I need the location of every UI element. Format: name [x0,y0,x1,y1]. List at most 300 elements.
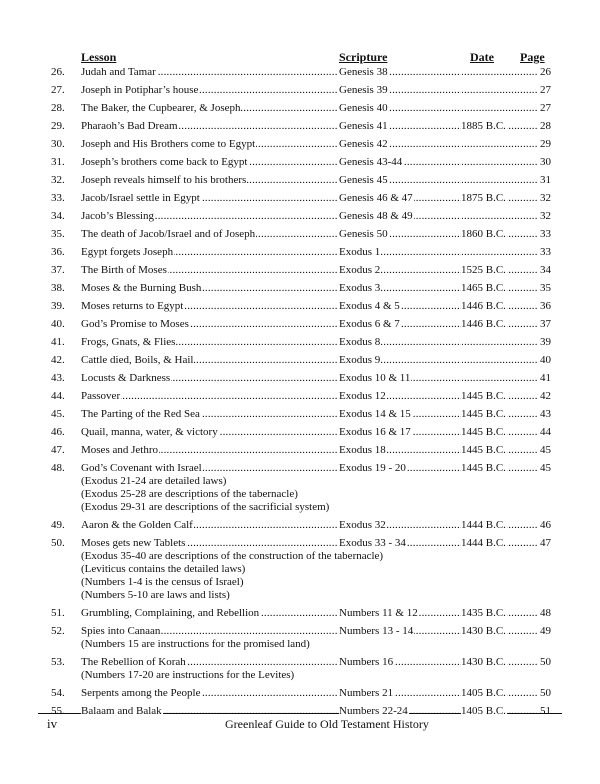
page-number: 44 [537,426,551,439]
date-value: 1465 B.C. [461,282,506,294]
lesson-number: 35. [51,228,65,240]
page-number: 42 [537,390,551,403]
date-value [461,156,462,168]
page-number: 32 [537,210,551,223]
date-cell [461,156,537,169]
scripture-reference: Exodus 19 - 20 [339,462,406,474]
date-cell [461,246,537,259]
date-value [461,174,462,186]
scripture-cell [339,192,461,205]
lesson-title-cell [81,519,338,532]
scripture-cell [339,607,461,620]
page-number: 45 [537,444,551,457]
lesson-title-cell [81,138,338,151]
lesson-title-cell [81,318,338,331]
page-number: 40 [537,354,551,367]
scripture-reference: Genesis 45 [339,174,388,186]
table-row-main-line [0,66,600,79]
date-cell [461,519,537,532]
page-number: 28 [537,120,551,133]
scripture-cell [339,687,461,700]
page-number: 48 [537,607,551,620]
lesson-title: Moses gets new Tablets [81,537,186,549]
page-number: 33 [537,246,551,259]
table-row [0,607,600,620]
page-number: 41 [537,372,551,385]
scripture-cell [339,705,461,718]
row-note: (Exodus 25-28 are descriptions of the tabernacle) [81,488,298,500]
date-cell [461,625,537,638]
table-header [0,50,600,66]
page-number: 43 [537,408,551,421]
date-value: 1445 B.C. [461,426,506,438]
page-number: 27 [537,102,551,115]
lesson-title: Locusts & Darkness [81,372,171,384]
lesson-number: 33. [51,192,65,204]
date-value: 1444 B.C. [461,537,506,549]
lesson-number: 32. [51,174,65,186]
lesson-title: Quail, manna, water, & victory [81,426,218,438]
lesson-title-cell [81,192,338,205]
scripture-cell [339,264,461,277]
table-row [0,120,600,133]
scripture-cell [339,66,461,79]
scripture-reference: Exodus 18 [339,444,386,456]
lesson-table [0,66,600,723]
date-cell [461,462,537,475]
lesson-title-cell [81,210,338,223]
lesson-title-cell [81,102,338,115]
lesson-title: Spies into Canaan [81,625,161,637]
lesson-title: Balaam and Balak [81,705,162,717]
table-row [0,462,600,514]
table-row [0,687,600,700]
lesson-title: The death of Jacob/Israel and of Joseph [81,228,256,240]
scripture-cell [339,84,461,97]
scripture-reference: Exodus 9 [339,354,381,366]
scripture-reference: Genesis 41 [339,120,388,132]
scripture-cell [339,336,461,349]
lesson-number: 44. [51,390,65,402]
table-row-main-line [0,318,600,331]
scripture-cell [339,426,461,439]
lesson-title-cell [81,120,338,133]
page-number: 49 [537,625,551,638]
scripture-cell [339,246,461,259]
scripture-reference: Genesis 48 & 49 [339,210,413,222]
date-cell [461,372,537,385]
scripture-cell [339,282,461,295]
scripture-reference: Numbers 22-24 [339,705,408,717]
scripture-cell [339,408,461,421]
page-number: 37 [537,318,551,331]
row-note: (Numbers 5-10 are laws and lists) [81,589,230,601]
table-row-main-line [0,462,600,475]
lesson-title: Aaron & the Golden Calf [81,519,193,531]
page-number: 34 [537,264,551,277]
date-cell [461,444,537,457]
date-value: 1860 B.C. [461,228,506,240]
lesson-title: Jacob/Israel settle in Egypt [81,192,200,204]
lesson-title-cell [81,656,338,669]
lesson-title: Moses & the Burning Bush [81,282,202,294]
lesson-number: 46. [51,426,65,438]
table-row [0,156,600,169]
scripture-reference: Numbers 21 [339,687,394,699]
date-cell [461,192,537,205]
lesson-number: 27. [51,84,65,96]
scripture-reference: Genesis 38 [339,66,388,78]
date-cell [461,120,537,133]
table-row [0,336,600,349]
page-number: 33 [537,228,551,241]
table-row [0,210,600,223]
scripture-reference: Numbers 13 - 14 [339,625,414,637]
scripture-cell [339,102,461,115]
lesson-title: Moses and Jethro [81,444,158,456]
lesson-title: Joseph in Potiphar’s house [81,84,199,96]
date-value [461,354,462,366]
scripture-reference: Exodus 16 & 17 [339,426,411,438]
scripture-reference: Exodus 33 - 34 [339,537,406,549]
table-row-main-line [0,138,600,151]
header-scripture: Scripture [339,50,388,64]
header-date: Date [470,50,494,64]
date-cell [461,318,537,331]
lesson-title-cell [81,390,338,403]
table-row [0,519,600,532]
date-cell [461,210,537,223]
lesson-number: 41. [51,336,65,348]
date-cell [461,84,537,97]
scripture-reference: Genesis 40 [339,102,388,114]
date-cell [461,264,537,277]
scripture-cell [339,156,461,169]
row-note: (Numbers 1-4 is the census of Israel) [81,576,244,588]
lesson-title: Passover [81,390,121,402]
table-row [0,192,600,205]
lesson-title: Frogs, Gnats, & Flies [81,336,176,348]
scripture-cell [339,372,461,385]
table-row-main-line [0,84,600,97]
table-row-main-line [0,210,600,223]
scripture-cell [339,537,461,550]
date-cell [461,336,537,349]
table-row-main-line [0,408,600,421]
table-row [0,228,600,241]
date-value [461,336,462,348]
date-value: 1446 B.C. [461,300,506,312]
lesson-title: Joseph’s brothers come back to Egypt [81,156,248,168]
date-cell [461,66,537,79]
table-row-main-line [0,687,600,700]
table-row-main-line [0,625,600,638]
date-cell [461,300,537,313]
table-row-main-line [0,537,600,550]
row-note: (Numbers 17-20 are instructions for the Levites) [81,669,295,681]
lesson-title-cell [81,228,338,241]
table-row [0,408,600,421]
table-row [0,174,600,187]
lesson-title-cell [81,537,338,550]
lesson-title-cell [81,372,338,385]
date-value: 1445 B.C. [461,408,506,420]
lesson-title: The Birth of Moses [81,264,167,276]
footer-page-number: iv [47,716,58,731]
date-value: 1405 B.C. [461,687,506,699]
scripture-cell [339,210,461,223]
lesson-number: 34. [51,210,65,222]
scripture-reference: Exodus 3 [339,282,381,294]
page-number: 36 [537,300,551,313]
date-cell [461,390,537,403]
date-value: 1444 B.C. [461,519,506,531]
table-row-main-line [0,120,600,133]
table-row [0,282,600,295]
lesson-number: 30. [51,138,65,150]
lesson-title-cell [81,156,338,169]
lesson-title: Judah and Tamar [81,66,156,78]
date-value [461,138,462,150]
header-page: Page [520,50,545,64]
lesson-number: 40. [51,318,65,330]
date-cell [461,282,537,295]
scripture-cell [339,174,461,187]
lesson-title-cell [81,84,338,97]
scripture-cell [339,625,461,638]
page-number: 27 [537,84,551,97]
date-value [461,66,462,78]
table-row-main-line [0,246,600,259]
scripture-cell [339,462,461,475]
date-cell [461,228,537,241]
scripture-reference: Genesis 50 [339,228,388,240]
table-row [0,426,600,439]
date-value: 1446 B.C. [461,318,506,330]
scripture-cell [339,138,461,151]
lesson-number: 49. [51,519,65,531]
lesson-title: Joseph and His Brothers come to Egypt [81,138,256,150]
table-row-main-line [0,372,600,385]
lesson-number: 54. [51,687,65,699]
scripture-reference: Exodus 6 & 7 [339,318,400,330]
page-number: 51 [537,705,551,718]
lesson-title-cell [81,444,338,457]
table-row-main-line [0,156,600,169]
lesson-number: 42. [51,354,65,366]
scripture-reference: Exodus 14 & 15 [339,408,411,420]
date-cell [461,174,537,187]
date-value: 1445 B.C. [461,462,506,474]
scripture-reference: Genesis 42 [339,138,388,150]
lesson-number: 53. [51,656,65,668]
scripture-cell [339,120,461,133]
lesson-number: 47. [51,444,65,456]
footer-title: Greenleaf Guide to Old Testament History [225,717,429,731]
table-row-main-line [0,607,600,620]
date-cell [461,656,537,669]
date-cell [461,607,537,620]
date-value: 1430 B.C. [461,625,506,637]
table-row [0,537,600,602]
lesson-number: 55. [51,705,65,717]
page-number: 31 [537,174,551,187]
page-number: 45 [537,462,551,475]
table-row [0,354,600,367]
scripture-reference: Exodus 10 & 11 [339,372,411,384]
lesson-title: The Rebellion of Korah [81,656,186,668]
lesson-title: Moses returns to Egypt [81,300,184,312]
lesson-title: Egypt forgets Joseph [81,246,174,258]
lesson-title-cell [81,300,338,313]
date-value: 1875 B.C. [461,192,506,204]
table-row [0,84,600,97]
table-row-main-line [0,444,600,457]
table-row-main-line [0,192,600,205]
lesson-title: Serpents among the People [81,687,201,699]
scripture-reference: Genesis 46 & 47 [339,192,413,204]
lesson-title: God’s Promise to Moses [81,318,189,330]
table-row-main-line [0,300,600,313]
date-value: 1435 B.C. [461,607,506,619]
lesson-title-cell [81,336,338,349]
table-row-main-line [0,336,600,349]
table-row [0,138,600,151]
lesson-number: 37. [51,264,65,276]
table-row [0,372,600,385]
date-value: 1405 B.C. [461,705,506,717]
date-value: 1430 B.C. [461,656,506,668]
date-cell [461,426,537,439]
lesson-title-cell [81,264,338,277]
page-number: 39 [537,336,551,349]
table-row [0,300,600,313]
lesson-number: 43. [51,372,65,384]
page-number: 47 [537,537,551,550]
table-row [0,318,600,331]
lesson-number: 45. [51,408,65,420]
lesson-title: The Baker, the Cupbearer, & Joseph [81,102,241,114]
date-value: 1525 B.C. [461,264,506,276]
lesson-title-cell [81,462,338,475]
lesson-title: The Parting of the Red Sea [81,408,200,420]
date-cell [461,408,537,421]
table-row [0,625,600,651]
table-row-main-line [0,426,600,439]
page-number: 30 [537,156,551,169]
lesson-title-cell [81,174,338,187]
row-note: (Exodus 29-31 are descriptions of the sacrificial system) [81,501,330,513]
lesson-title-cell [81,687,338,700]
date-value [461,372,462,384]
lesson-title-cell [81,625,338,638]
row-note: (Numbers 15 are instructions for the promised land) [81,638,310,650]
lesson-number: 36. [51,246,65,258]
lesson-number: 48. [51,462,65,474]
lesson-title: God’s Covenant with Israel [81,462,202,474]
scripture-cell [339,300,461,313]
scripture-reference: Genesis 39 [339,84,388,96]
lesson-title: Joseph reveals himself to his brothers [81,174,247,186]
date-value: 1445 B.C. [461,390,506,402]
table-row [0,264,600,277]
table-row [0,66,600,79]
page-number: 46 [537,519,551,532]
table-row-main-line [0,282,600,295]
date-value: 1445 B.C. [461,444,506,456]
scripture-reference: Exodus 1 [339,246,381,258]
date-value [461,84,462,96]
lesson-number: 31. [51,156,65,168]
table-row-main-line [0,174,600,187]
table-row [0,390,600,403]
lesson-number: 28. [51,102,65,114]
table-row-main-line [0,519,600,532]
lesson-title: Cattle died, Boils, & Hail [81,354,194,366]
lesson-number: 51. [51,607,65,619]
table-row [0,656,600,682]
date-cell [461,537,537,550]
scripture-cell [339,318,461,331]
scripture-cell [339,519,461,532]
header-lesson: Lesson [81,50,117,64]
date-cell [461,102,537,115]
lesson-title: Grumbling, Complaining, and Rebellion [81,607,260,619]
lesson-title-cell [81,246,338,259]
date-cell [461,687,537,700]
lesson-number: 52. [51,625,65,637]
date-cell [461,354,537,367]
lesson-number: 29. [51,120,65,132]
page-number: 26 [537,66,551,79]
table-row-main-line [0,390,600,403]
lesson-title-cell [81,354,338,367]
date-cell [461,705,537,718]
date-value [461,246,462,258]
lesson-number: 26. [51,66,65,78]
scripture-reference: Genesis 43-44 [339,156,403,168]
scripture-cell [339,354,461,367]
lesson-title-cell [81,282,338,295]
lesson-number: 50. [51,537,65,549]
lesson-title-cell [81,607,338,620]
row-note: (Exodus 21-24 are detailed laws) [81,475,227,487]
scripture-cell [339,444,461,457]
table-row-main-line [0,228,600,241]
page-number: 32 [537,192,551,205]
date-value: 1885 B.C. [461,120,506,132]
page-number: 35 [537,282,551,295]
table-row-main-line [0,102,600,115]
scripture-reference: Exodus 4 & 5 [339,300,400,312]
row-note: (Leviticus contains the detailed laws) [81,563,246,575]
page-number: 50 [537,656,551,669]
table-row [0,444,600,457]
scripture-reference: Exodus 2 [339,264,381,276]
scripture-reference: Numbers 11 & 12 [339,607,418,619]
table-row-main-line [0,354,600,367]
lesson-title-cell [81,426,338,439]
date-cell [461,138,537,151]
scripture-reference: Exodus 12 [339,390,386,402]
page-number: 29 [537,138,551,151]
scripture-cell [339,390,461,403]
lesson-title-cell [81,408,338,421]
lesson-title-cell [81,66,338,79]
date-value [461,102,462,114]
row-note: (Exodus 35-40 are descriptions of the construction of the tabernacle) [81,550,384,562]
scripture-cell [339,228,461,241]
